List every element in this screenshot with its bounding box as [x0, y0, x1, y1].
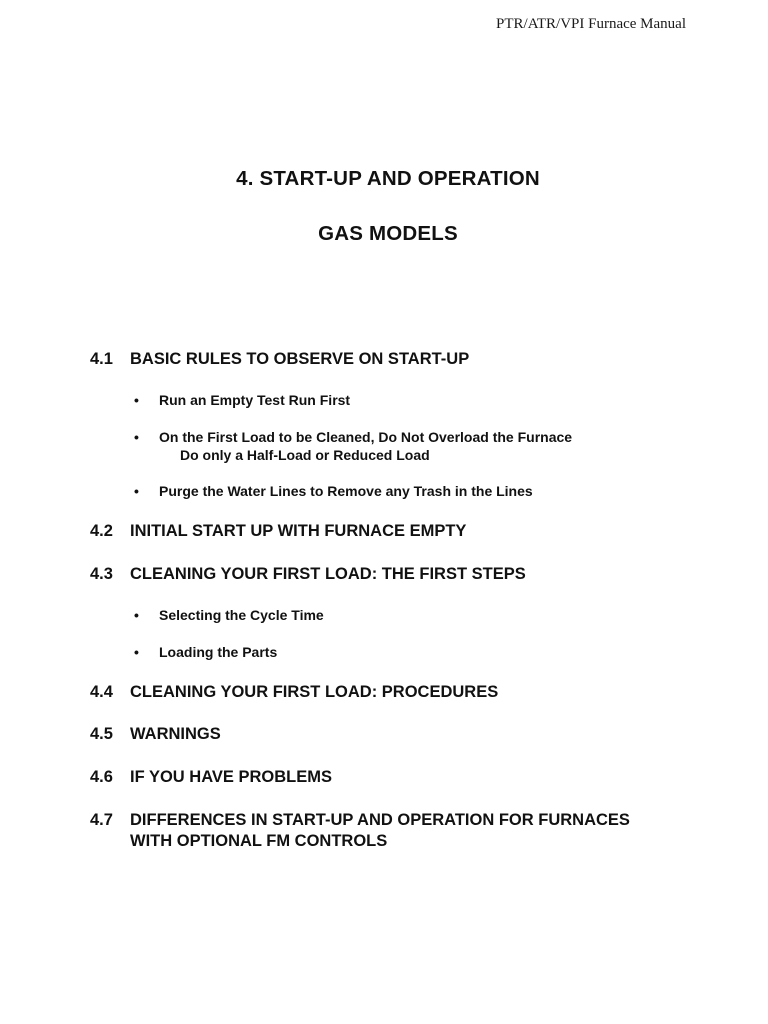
bullet-text: On the First Load to be Cleaned, Do Not Overload the Furnace [159, 429, 573, 445]
section-title-continuation: WITH OPTIONAL FM CONTROLS [130, 832, 388, 850]
bullet-dot: • [134, 483, 139, 499]
section-number: 4.5 [90, 725, 113, 743]
section-title: BASIC RULES TO OBSERVE ON START-UP [130, 350, 470, 368]
section-title: IF YOU HAVE PROBLEMS [130, 768, 332, 786]
section-title: INITIAL START UP WITH FURNACE EMPTY [130, 522, 467, 540]
section-number: 4.2 [90, 522, 113, 540]
bullet-text-continuation: Do only a Half-Load or Reduced Load [180, 447, 430, 463]
section-title: DIFFERENCES IN START-UP AND OPERATION FOR FURNACES [130, 811, 630, 829]
section-title: CLEANING YOUR FIRST LOAD: THE FIRST STEPS [130, 565, 526, 583]
section-heading-4-2 [90, 521, 466, 542]
bullet-item [134, 428, 572, 464]
bullet-dot: • [134, 392, 139, 408]
section-number: 4.3 [90, 565, 113, 583]
bullet-dot: • [134, 644, 139, 660]
section-heading-4-3 [90, 564, 526, 585]
section-heading-4-6 [90, 767, 332, 788]
section-title: CLEANING YOUR FIRST LOAD: PROCEDURES [130, 683, 499, 701]
bullet-text: Run an Empty Test Run First [159, 392, 351, 408]
bullet-item [134, 606, 324, 624]
bullet-item [134, 643, 277, 661]
running-header: PTR/ATR/VPI Furnace Manual [496, 16, 686, 32]
section-number: 4.1 [90, 350, 113, 368]
section-title: WARNINGS [130, 725, 221, 743]
bullet-dot: • [134, 607, 139, 623]
section-heading-4-1 [90, 349, 469, 370]
section-heading-4-4 [90, 682, 498, 703]
bullet-text: Selecting the Cycle Time [159, 607, 324, 623]
section-heading-4-5 [90, 724, 221, 745]
chapter-title: 4. START-UP AND OPERATION [236, 167, 540, 190]
chapter-subtitle: GAS MODELS [318, 222, 458, 245]
section-number: 4.6 [90, 768, 113, 786]
section-heading-4-7 [90, 810, 630, 852]
bullet-item [134, 482, 533, 500]
section-number: 4.7 [90, 811, 113, 829]
bullet-item [134, 391, 350, 409]
bullet-text: Loading the Parts [159, 644, 278, 660]
section-number: 4.4 [90, 683, 113, 701]
bullet-text: Purge the Water Lines to Remove any Trash in the Lines [159, 483, 533, 499]
bullet-dot: • [134, 429, 139, 445]
